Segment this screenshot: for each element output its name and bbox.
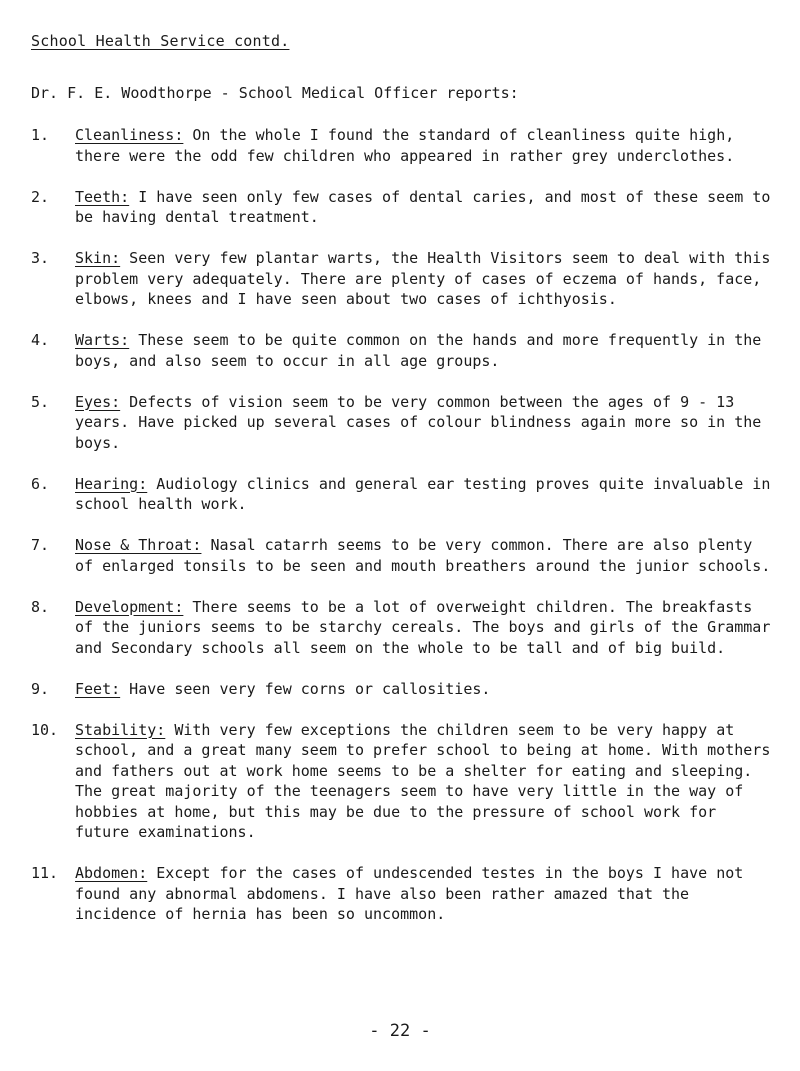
report-item-feet [31,679,771,700]
page-heading: School Health Service contd. [31,32,290,50]
item-text: I have seen only few cases of dental caries, and most of these seem to be having dental treatment. [75,187,771,226]
item-text: There seems to be a lot of overweight children. The breakfasts of the juniors seems to be starchy cereals. The boys and girls of the Grammar and Secondary schools all seem on the whole to be tall and of big build. [75,597,771,657]
report-item-teeth [31,187,771,228]
item-number: 4. [31,331,50,349]
item-text: These seem to be quite common on the hands and more frequently in the boys, and also seem to occur in all age groups. [75,331,762,370]
page-number: - 22 - [369,1021,431,1041]
item-title: Nose & Throat: [75,536,202,554]
report-item-warts [31,330,771,371]
item-title: Skin: [75,249,121,267]
item-number: 5. [31,392,50,411]
item-text: Defects of vision seem to be very common between the ages of 9 - 13 years. Have picked up several cases of colour blindness again more so in the boys. [75,392,762,452]
report-item-skin [31,248,771,310]
item-title: Warts: [75,331,130,349]
report-items [31,125,771,945]
item-text: Seen very few plantar warts, the Health Visitors seem to deal with this problem very adequately. There are plenty of cases of eczema of hands, face, elbows, knees and I have seen about two cases of ichthyosis. [75,249,771,308]
report-item-eyes [31,392,771,454]
item-title: Teeth: [75,187,130,206]
item-number: 11. [31,864,59,882]
report-item-nose-throat [31,535,771,576]
item-title: Feet: [75,679,121,698]
item-number: 6. [31,474,50,493]
item-text: On the whole I found the standard of cleanliness quite high, there were the odd few children who appeared in rather grey underclothes. [75,126,735,165]
item-number: 9. [31,679,50,698]
report-item-abdomen [31,863,771,925]
item-number: 3. [31,249,50,267]
item-title: Hearing: [75,474,148,493]
item-title: Eyes: [75,392,121,411]
item-text: Nasal catarrh seems to be very common. There are also plenty of enlarged tonsils to be seen and mouth breathers around the junior schools. [75,536,771,575]
item-title: Stability: [75,720,166,739]
report-item-stability [31,720,771,843]
report-item-development [31,597,771,659]
item-number: 8. [31,597,50,616]
item-text: Audiology clinics and general ear testing proves quite invaluable in school health work. [75,474,771,513]
intro-line: Dr. F. E. Woodthorpe - School Medical Officer reports: [31,84,519,102]
report-item-cleanliness [31,125,771,166]
item-text: With very few exceptions the children seem to be very happy at school, and a great many seem to prefer school to being at home. With mothers and fathers out at work home seems to be a shelter for eating and sleeping. The great majority of the teenagers seem to have very little in the way of hobbies at home, but this may be due to the pressure of school work for future examinations. [75,720,771,841]
item-number: 7. [31,536,50,554]
item-text: Have seen very few corns or callosities. [120,679,491,698]
item-number: 10. [31,720,59,739]
item-title: Development: [75,597,184,616]
item-number: 1. [31,126,50,144]
item-title: Abdomen: [75,864,148,882]
report-item-hearing [31,474,771,515]
item-number: 2. [31,187,50,206]
item-text: Except for the cases of undescended testes in the boys I have not found any abnormal abdomens. I have also been rather amazed that the incidence of hernia has been so uncommon. [75,864,744,923]
item-title: Cleanliness: [75,126,184,144]
